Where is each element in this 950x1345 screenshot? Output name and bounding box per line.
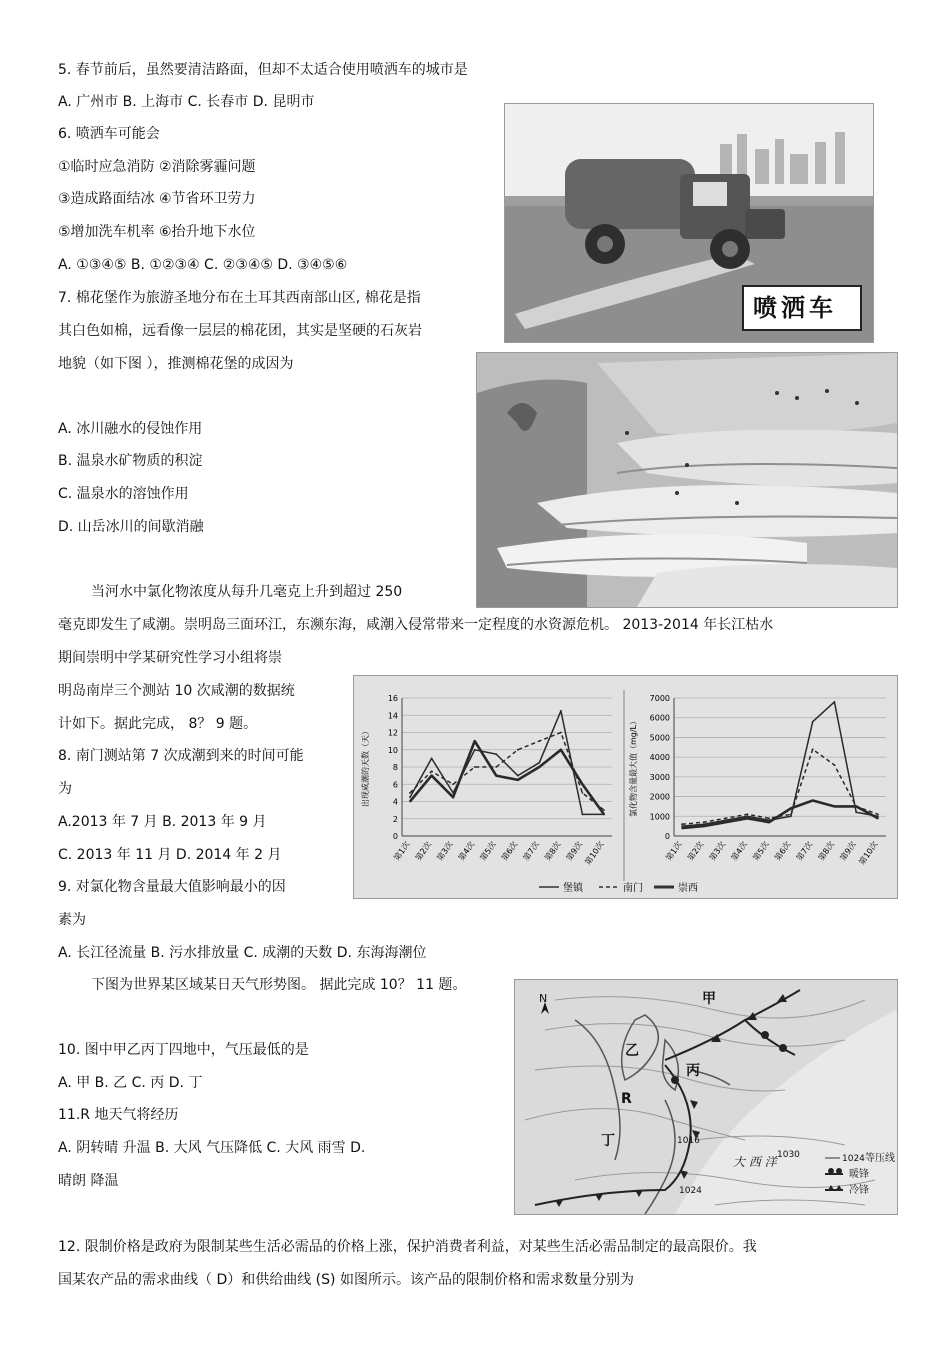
y-tick-label: 0 (664, 832, 670, 841)
data-point (603, 814, 605, 816)
q5-options: A. 广州市 B. 上海市 C. 长春市 D. 昆明市 (58, 94, 315, 110)
q6-item: ①临时应急消防 ②消除雾霾问题 (58, 159, 256, 175)
y-tick-label: 2 (392, 814, 398, 824)
y-tick-label: 0 (392, 832, 398, 841)
weather-intro: 下图为世界某区域某日天气形势图。 据此完成 10？ 11 题。 (91, 977, 467, 993)
data-point (409, 801, 411, 803)
data-point (495, 775, 497, 777)
data-point (560, 732, 562, 734)
sprinkler-caption: 喷洒车 (753, 294, 837, 322)
passage-line: 明岛南岸三个测站 10 次咸潮的数据统 (58, 683, 295, 699)
legend-isobar-label: 等压线 (865, 1153, 895, 1164)
x-tick-label: 第4次 (729, 839, 749, 863)
y-tick-label: 16 (387, 694, 398, 703)
y-axis-title: 出现咸潮的天数（天） (361, 727, 370, 807)
isobar-label: 1030 (777, 1150, 800, 1160)
q12-stem-line: 国某农产品的需求曲线（ D）和供给曲线 (S) 如图所示。该产品的限制价格和需求数量分别为 (58, 1272, 634, 1288)
data-point (877, 817, 879, 819)
x-tick-label: 第1次 (664, 839, 684, 863)
map-label-jia: 甲 (702, 991, 716, 1007)
y-axis-title: 氯化物含量最大值（mg/L） (629, 716, 638, 818)
data-point (582, 814, 584, 816)
q10-options: A. 甲 B. 乙 C. 丙 D. 丁 (58, 1075, 203, 1091)
data-point (681, 825, 683, 827)
y-tick-label: 5000 (649, 733, 670, 743)
x-tick-label: 第10次 (857, 839, 880, 867)
x-tick-label: 第10次 (583, 839, 606, 867)
data-point (790, 808, 792, 810)
data-point (725, 817, 727, 819)
data-point (746, 815, 748, 817)
data-point (409, 796, 411, 798)
map-label-bing: 丙 (686, 1063, 700, 1079)
x-tick-label: 第6次 (499, 839, 520, 863)
passage-line: 期间崇明中学某研究性学习小组将崇 (58, 650, 282, 666)
data-point (431, 758, 433, 760)
q7-stem-line: 地貌（如下图 ），推测棉花堡的成因为 (58, 356, 294, 372)
data-point (603, 809, 605, 811)
q11-stem: 11.R 地天气将经历 (58, 1107, 179, 1123)
data-point (681, 827, 683, 829)
q11-options-line: A. 阴转晴 升温 B. 大风 气压降低 C. 大风 雨雪 D. (58, 1140, 366, 1156)
x-tick-label: 第8次 (816, 839, 837, 863)
x-tick-label: 第8次 (543, 839, 563, 863)
data-point (834, 806, 836, 808)
data-point (495, 766, 497, 768)
data-point (495, 753, 497, 755)
q6-stem: 6. 喷洒车可能会 (58, 126, 160, 142)
legend-label-chongxi: 崇西 (678, 883, 698, 894)
q9-stem-line: 素为 (58, 912, 86, 928)
data-point (452, 783, 454, 785)
data-point (855, 806, 857, 808)
data-point (812, 800, 814, 802)
y-tick-label: 8 (392, 763, 398, 772)
x-tick-label: 第2次 (685, 839, 706, 863)
north-arrow-icon: N (539, 992, 548, 1005)
legend-cold-front-label: 冷锋 (849, 1185, 869, 1196)
q8-stem-line: 为 (58, 781, 72, 797)
salt-tide-chart-svg (354, 676, 897, 898)
isobar-label: 1024 (679, 1186, 702, 1196)
data-point (681, 823, 683, 825)
map-label-yi: 乙 (625, 1043, 639, 1059)
legend-isobar-value: 1024 (842, 1154, 865, 1164)
legend-warm-front-label: 暖锋 (849, 1169, 869, 1180)
map-label-atlantic: 大 西 洋 (733, 1155, 777, 1169)
x-tick-label: 第4次 (456, 839, 477, 863)
q7-option: B. 温泉水矿物质的积淀 (58, 453, 203, 469)
data-point (812, 721, 814, 723)
q11-options-line: 晴朗 降温 (58, 1173, 119, 1189)
q12-stem-line: 12. 限制价格是政府为限制某些生活必需品的价格上涨，保护消费者利益，对某些生活必需品制定的最高限价。我 (58, 1239, 757, 1255)
x-tick-label: 第3次 (707, 839, 728, 863)
q8-option: A.2013 年 7 月 B. 2013 年 9 月 (58, 814, 267, 830)
series-line-0 (410, 711, 604, 815)
q7-option: C. 温泉水的溶蚀作用 (58, 486, 189, 502)
x-tick-label: 第9次 (838, 839, 858, 863)
x-tick-label: 第5次 (478, 839, 498, 863)
data-point (768, 821, 770, 823)
data-point (725, 821, 727, 823)
q7-option: D. 山岳冰川的间歇消融 (58, 519, 204, 535)
q6-options: A. ①③④⑤ B. ①②③④ C. ②③④⑤ D. ③④⑤⑥ (58, 257, 348, 273)
q7-option: A. 冰川融水的侵蚀作用 (58, 421, 203, 437)
data-point (538, 766, 540, 768)
data-point (812, 748, 814, 750)
data-point (431, 770, 433, 772)
data-point (703, 825, 705, 827)
x-tick-label: 第6次 (773, 839, 793, 863)
data-point (452, 796, 454, 798)
q7-stem-line: 其白色如棉，远看像一层层的棉花团，其实是坚硬的石灰岩 (58, 323, 422, 339)
data-point (768, 817, 770, 819)
x-tick-label: 第9次 (564, 839, 585, 863)
y-tick-label: 1000 (649, 812, 670, 822)
passage-line: 计如下。据此完成， 8？ 9 题。 (58, 716, 258, 732)
x-tick-label: 第3次 (435, 839, 455, 863)
y-tick-label: 6000 (649, 713, 670, 723)
data-point (409, 792, 411, 794)
salt-tide-charts (353, 675, 898, 899)
data-point (474, 740, 476, 742)
data-point (560, 710, 562, 712)
travertine-terraces-photo (476, 352, 898, 608)
series-line-1 (682, 749, 878, 824)
chart-legend (539, 881, 698, 894)
map-label-ding: 丁 (601, 1133, 615, 1149)
sprinkler-truck-photo (504, 103, 874, 343)
series-line-2 (682, 801, 878, 829)
x-tick-label: 第5次 (751, 839, 771, 863)
y-tick-label: 6 (392, 780, 398, 790)
data-point (703, 821, 705, 823)
y-tick-label: 12 (387, 728, 398, 738)
y-tick-label: 3000 (649, 772, 670, 782)
weather-map (514, 979, 898, 1215)
map-label-r: R (621, 1091, 632, 1107)
legend-label-nanmen: 南门 (623, 883, 643, 894)
data-point (560, 749, 562, 751)
y-tick-label: 10 (387, 745, 398, 755)
data-point (582, 792, 584, 794)
q7-stem-line: 7. 棉花堡作为旅游圣地分布在土耳其西南部山区, 棉花是指 (58, 290, 421, 306)
q5-stem: 5. 春节前后，虽然要清洁路面，但却不太适合使用喷洒车的城市是 (58, 62, 468, 78)
data-point (790, 813, 792, 815)
q9-options: A. 长江径流量 B. 污水排放量 C. 成潮的天数 D. 东海海潮位 (58, 945, 427, 961)
data-point (474, 766, 476, 768)
data-point (517, 779, 519, 781)
x-tick-label: 第7次 (794, 839, 815, 863)
data-point (538, 762, 540, 764)
y-tick-label: 7000 (649, 694, 670, 703)
data-point (790, 815, 792, 817)
passage-line: 当河水中氯化物浓度从每升几毫克上升到超过 250 (91, 584, 403, 600)
y-tick-label: 4000 (649, 753, 670, 763)
data-point (517, 749, 519, 751)
data-point (746, 813, 748, 815)
q8-stem-line: 8. 南门测站第 7 次成潮到来的时间可能 (58, 748, 304, 764)
passage-line: 毫克即发生了咸潮。崇明岛三面环江，东濒东海，咸潮入侵常带来一定程度的水资源危机。 2013-2014 年长江枯水 (58, 617, 774, 633)
x-tick-label: 第2次 (413, 839, 434, 863)
data-point (834, 764, 836, 766)
y-tick-label: 14 (387, 711, 398, 721)
q9-stem-line: 9. 对氯化物含量最大值影响最小的因 (58, 879, 286, 895)
x-tick-label: 第1次 (392, 839, 412, 863)
q6-item: ⑤增加洗车机率 ⑥抬升地下水位 (58, 224, 256, 240)
data-point (517, 775, 519, 777)
q10-stem: 10. 图中甲乙丙丁四地中，气压最低的是 (58, 1042, 309, 1058)
data-point (431, 775, 433, 777)
data-point (474, 749, 476, 751)
data-point (746, 817, 748, 819)
data-point (538, 740, 540, 742)
data-point (834, 701, 836, 703)
legend-label-baozhen: 堡镇 (563, 883, 583, 894)
isobar-label: 1016 (677, 1136, 700, 1146)
x-tick-label: 第7次 (521, 839, 541, 863)
data-point (855, 811, 857, 813)
q8-option: C. 2013 年 11 月 D. 2014 年 2 月 (58, 847, 282, 863)
q6-item: ③造成路面结冰 ④节省环卫劳力 (58, 191, 256, 207)
data-point (877, 813, 879, 815)
y-tick-label: 2000 (649, 792, 670, 802)
data-point (582, 783, 584, 785)
y-tick-label: 4 (392, 797, 398, 807)
